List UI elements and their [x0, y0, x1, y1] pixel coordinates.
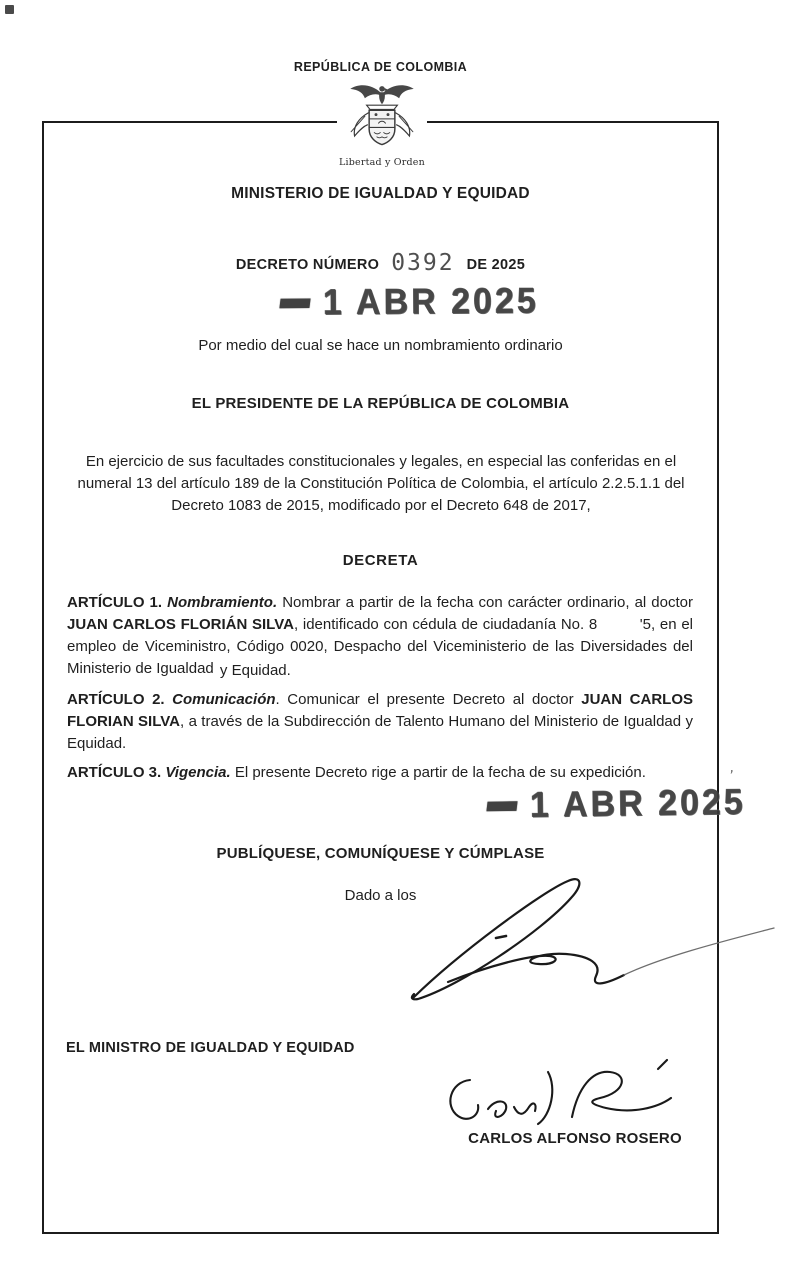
president-signature-icon: [398, 866, 783, 1008]
article-2-paragraph: ARTÍCULO 2. Comunicación. Comunicar el presente Decreto al doctor JUAN CARLOS FLORIAN SILVA, a través de la Subdirección de Talento Humano del Ministerio de Igualdad y Equidad.: [67, 691, 693, 752]
minister-title: EL MINISTRO DE IGUALDAD Y EQUIDAD: [66, 1040, 355, 1056]
decreta-heading: DECRETA: [342, 552, 419, 569]
decree-number: 0392: [391, 250, 455, 276]
stamp-dash-icon: [279, 299, 310, 309]
coat-of-arms-icon: [339, 82, 425, 154]
emblem-motto: Libertad y Orden: [339, 157, 425, 168]
decree-year: DE 2025: [466, 257, 526, 273]
publish-order: PUBLÍQUESE, COMUNÍQUESE Y CÚMPLASE: [216, 845, 545, 862]
ministry-title: MINISTERIO DE IGUALDAD Y EQUIDAD: [231, 185, 530, 202]
decree-subject: Por medio del cual se hace un nombramiento ordinario: [198, 337, 563, 354]
preamble-paragraph: En ejercicio de sus facultades constitucionales y legales, en especial las conferidas en el numeral 13 del artículo 189 de la Constitución Política de Colombia, el artículo 2.2.5.1.1 del Decreto 1083 de 2015, modificado por el Decreto 648 de 2017,: [77, 453, 685, 514]
given-at-label: Dado a los: [344, 887, 417, 904]
stamp-date-text: 1 ABR 2025: [322, 280, 539, 323]
date-stamp-bottom: [487, 782, 746, 827]
minister-signature-icon: [436, 1058, 681, 1136]
decree-number-line: [42, 249, 719, 275]
issuing-authority: EL PRESIDENTE DE LA REPÚBLICA DE COLOMBIA: [191, 395, 570, 412]
article-1-paragraph: ARTÍCULO 1. Nombramiento. Nombrar a partir de la fecha con carácter ordinario, al doctor JUAN CARLOS FLORIÁN SILVA, identificado con cédula de ciudadanía No. 8 '5, en el empleo de Viceministro, Código 0020, Despacho del Viceministerio de las Diversidades del Ministerio de Igualdad y Equidad.: [67, 594, 693, 679]
coat-of-arms: [337, 82, 427, 168]
scan-artifact-speck: [5, 5, 14, 14]
decree-label: DECRETO NÚMERO: [235, 257, 380, 273]
margin-pen-mark: ʼ: [727, 767, 735, 786]
stamp-dash-icon: [486, 801, 517, 811]
date-stamp-top: [280, 281, 539, 324]
article-3-paragraph: ARTÍCULO 3. Vigencia. El presente Decreto rige a partir de la fecha de su expedición.: [67, 764, 646, 781]
stamp-date-text: 1 ABR 2025: [529, 782, 747, 826]
minister-name: CARLOS ALFONSO ROSERO: [468, 1130, 682, 1147]
republic-title: REPÚBLICA DE COLOMBIA: [293, 60, 468, 74]
